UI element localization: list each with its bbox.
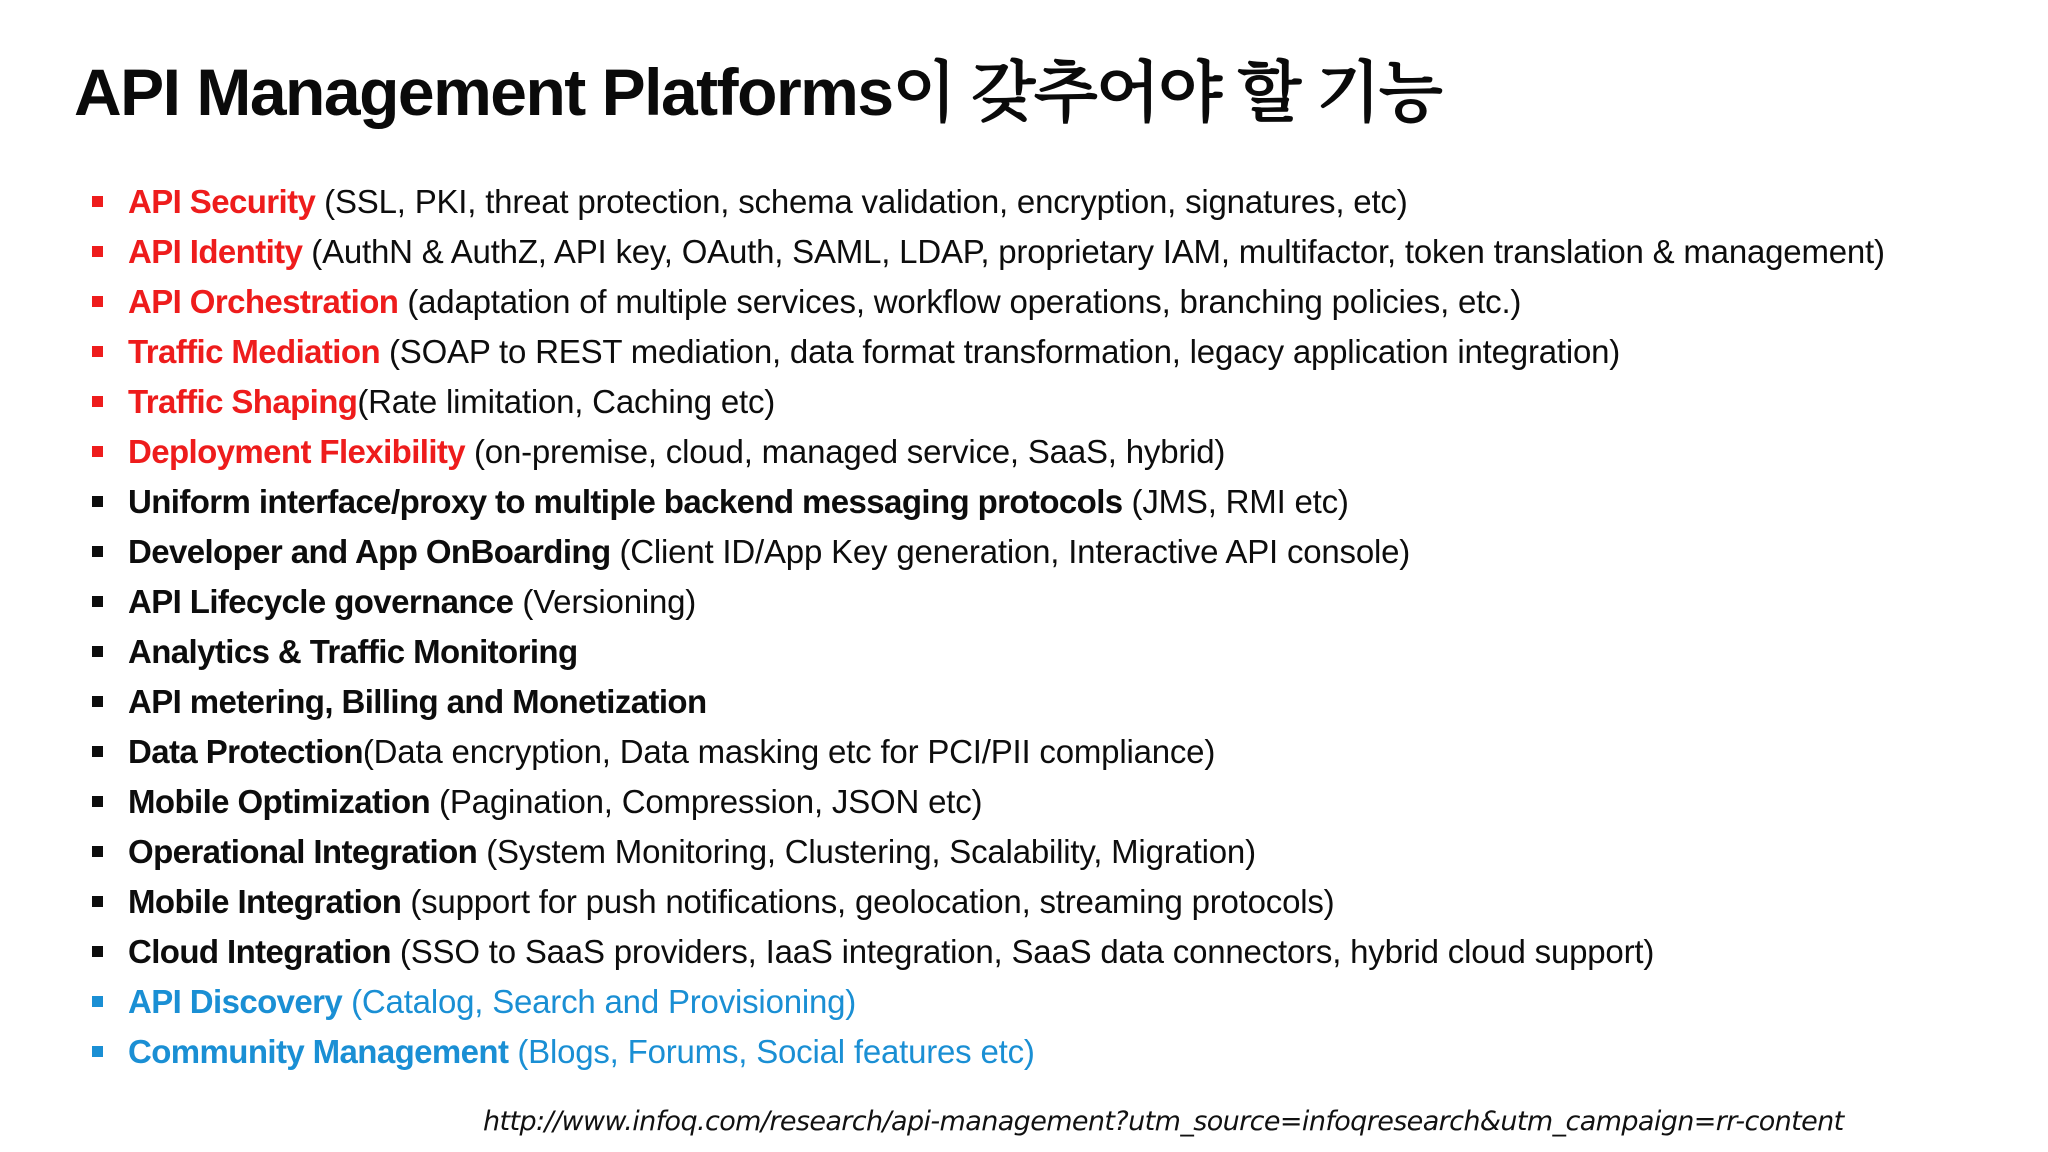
feature-detail: (AuthN & AuthZ, API key, OAuth, SAML, LDAP, proprietary IAM, multifactor, token translation & management) bbox=[302, 233, 1885, 270]
feature-item bbox=[90, 527, 1885, 577]
feature-detail: (SOAP to REST mediation, data format transformation, legacy application integration) bbox=[380, 333, 1621, 370]
square-bullet-icon bbox=[92, 796, 103, 807]
feature-item bbox=[90, 277, 1885, 327]
feature-name: Uniform interface/proxy to multiple backend messaging protocols bbox=[128, 483, 1123, 520]
feature-name: Community Management bbox=[128, 1033, 509, 1070]
feature-item bbox=[90, 477, 1885, 527]
feature-name: Developer and App OnBoarding bbox=[128, 533, 611, 570]
feature-detail: (Versioning) bbox=[513, 583, 697, 620]
feature-detail: (on-premise, cloud, managed service, SaaS, hybrid) bbox=[465, 433, 1226, 470]
feature-detail: (Rate limitation, Caching etc) bbox=[357, 383, 776, 420]
feature-name: Traffic Mediation bbox=[128, 333, 380, 370]
feature-name: API Security bbox=[128, 183, 316, 220]
feature-item bbox=[90, 727, 1885, 777]
feature-name: Cloud Integration bbox=[128, 933, 391, 970]
feature-detail: (Pagination, Compression, JSON etc) bbox=[430, 783, 983, 820]
feature-item bbox=[90, 227, 1885, 277]
square-bullet-icon bbox=[92, 696, 103, 707]
feature-name: Data Protection bbox=[128, 733, 363, 770]
feature-item bbox=[90, 927, 1885, 977]
feature-name: API metering, Billing and Monetization bbox=[128, 683, 707, 720]
feature-item bbox=[90, 877, 1885, 927]
feature-detail: (System Monitoring, Clustering, Scalability, Migration) bbox=[477, 833, 1256, 870]
feature-name: API Identity bbox=[128, 233, 303, 270]
feature-list bbox=[90, 177, 1885, 1077]
feature-item bbox=[90, 777, 1885, 827]
feature-name: API Lifecycle governance bbox=[128, 583, 514, 620]
square-bullet-icon bbox=[92, 446, 103, 457]
feature-detail: (support for push notifications, geolocation, streaming protocols) bbox=[401, 883, 1335, 920]
square-bullet-icon bbox=[92, 196, 103, 207]
square-bullet-icon bbox=[92, 1046, 103, 1057]
square-bullet-icon bbox=[92, 646, 103, 657]
feature-name: Mobile Integration bbox=[128, 883, 402, 920]
square-bullet-icon bbox=[92, 246, 103, 257]
feature-detail: (Blogs, Forums, Social features etc) bbox=[508, 1033, 1035, 1070]
feature-detail: (adaptation of multiple services, workflow operations, branching policies, etc.) bbox=[398, 283, 1522, 320]
feature-detail: (Client ID/App Key generation, Interactive API console) bbox=[610, 533, 1411, 570]
square-bullet-icon bbox=[92, 296, 103, 307]
feature-item bbox=[90, 827, 1885, 877]
feature-item bbox=[90, 177, 1885, 227]
square-bullet-icon bbox=[92, 546, 103, 557]
feature-name: API Orchestration bbox=[128, 283, 399, 320]
feature-item bbox=[90, 1027, 1885, 1077]
feature-item bbox=[90, 977, 1885, 1027]
feature-item bbox=[90, 627, 1885, 677]
feature-detail: (JMS, RMI etc) bbox=[1122, 483, 1349, 520]
square-bullet-icon bbox=[92, 396, 103, 407]
slide-title: API Management Platforms이 갖추어야 할 기능 bbox=[74, 55, 1442, 129]
square-bullet-icon bbox=[92, 496, 103, 507]
square-bullet-icon bbox=[92, 346, 103, 357]
feature-detail: (SSL, PKI, threat protection, schema validation, encryption, signatures, etc) bbox=[315, 183, 1408, 220]
feature-name: API Discovery bbox=[128, 983, 343, 1020]
feature-name: Analytics & Traffic Monitoring bbox=[128, 633, 578, 670]
feature-name: Traffic Shaping bbox=[128, 383, 358, 420]
source-url: http://www.infoq.com/research/api-management?utm_source=infoqresearch&utm_campaign=rr-content bbox=[483, 1106, 1844, 1137]
feature-item bbox=[90, 377, 1885, 427]
feature-item bbox=[90, 677, 1885, 727]
feature-item bbox=[90, 327, 1885, 377]
square-bullet-icon bbox=[92, 846, 103, 857]
feature-name: Operational Integration bbox=[128, 833, 478, 870]
square-bullet-icon bbox=[92, 746, 103, 757]
feature-detail: (Data encryption, Data masking etc for PCI/PII compliance) bbox=[362, 733, 1216, 770]
feature-detail: (Catalog, Search and Provisioning) bbox=[342, 983, 857, 1020]
square-bullet-icon bbox=[92, 896, 103, 907]
square-bullet-icon bbox=[92, 596, 103, 607]
square-bullet-icon bbox=[92, 996, 103, 1007]
square-bullet-icon bbox=[92, 946, 103, 957]
feature-name: Deployment Flexibility bbox=[128, 433, 466, 470]
feature-detail: (SSO to SaaS providers, IaaS integration, SaaS data connectors, hybrid cloud support) bbox=[390, 933, 1655, 970]
feature-item bbox=[90, 427, 1885, 477]
feature-item bbox=[90, 577, 1885, 627]
feature-name: Mobile Optimization bbox=[128, 783, 431, 820]
